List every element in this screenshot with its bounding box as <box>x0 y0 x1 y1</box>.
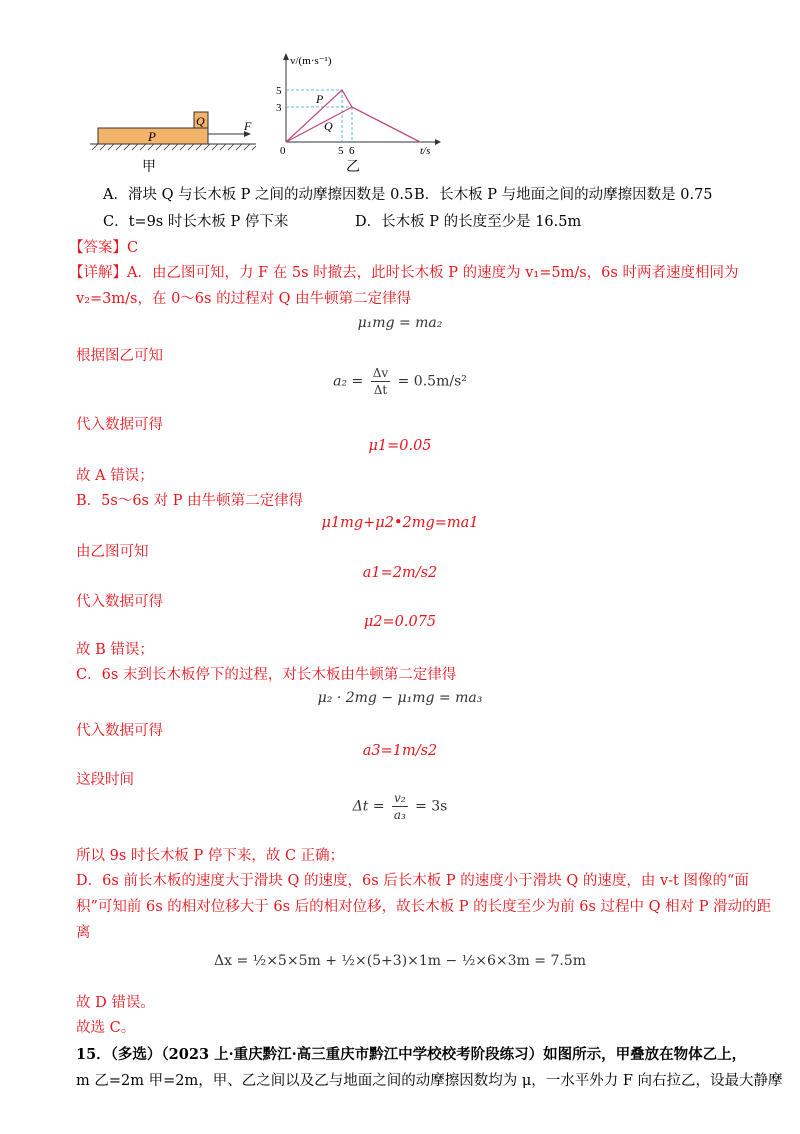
option-c: C．t=9s 时长木板 P 停下来 <box>103 214 289 230</box>
detail-line-18: 故选 C。 <box>76 1020 136 1036</box>
eq2-den: Δt <box>373 383 388 397</box>
detail-line-15: 积”可知前 6s 的相对位移大于 6s 后的相对位移，故长木板 P 的长度至少为前 6s 过程中 Q 相对 P 滑动的距 <box>76 899 772 915</box>
eq2-num: Δv <box>372 366 389 380</box>
curve-label-Q: Q <box>324 119 333 133</box>
equation-4: μ1mg+μ2•2mg=ma1 <box>321 515 479 531</box>
y-axis-label: v/(m·s⁻¹) <box>290 55 332 67</box>
tick-5: 5 <box>276 85 282 97</box>
option-b: B．长木板 P 与地面之间的动摩擦因数是 0.75 <box>414 187 713 203</box>
equation-5: a1=2m/s2 <box>362 565 438 581</box>
curve-Q <box>286 107 420 142</box>
figure-jia <box>86 100 266 160</box>
detail-line-9: 故 B 错误； <box>76 642 154 658</box>
detail-line-5: 故 A 错误； <box>76 468 154 484</box>
detail-line-17: 故 D 错误。 <box>76 995 155 1011</box>
curve-P <box>286 90 420 142</box>
option-a: A．滑块 Q 与长木板 P 之间的动摩擦因数是 0.5 <box>103 187 414 203</box>
tick-origin: 0 <box>280 145 286 157</box>
detail-line-3: 根据图乙可知 <box>76 348 163 364</box>
tick-x5: 5 <box>338 145 344 157</box>
eq2-rhs: = 0.5m/s² <box>397 373 467 390</box>
equation-3: μ1=0.05 <box>368 438 432 454</box>
eq9-den: a₃ <box>393 808 406 822</box>
detail-line-14: D．6s 前长木板的速度大于滑块 Q 的速度，6s 后长木板 P 的速度小于滑块 Q 的速度，由 v-t 图像的“面 <box>76 873 749 889</box>
detail-line-2: v₂=3m/s，在 0～6s 的过程对 Q 由牛顿第二定律得 <box>76 291 412 307</box>
eq2-fraction <box>371 365 390 398</box>
label-Q: Q <box>196 114 205 128</box>
tick-x6: 6 <box>349 145 355 157</box>
q15-line-1: 15．（多选）（2023 上·重庆黔江·高三重庆市黔江中学校校考阶段练习）如图所示，甲叠放在物体乙上， <box>76 1046 747 1063</box>
q15-line-2: m 乙=2m 甲=2m，甲、乙之间以及乙与地面之间的动摩擦因数均为 μ，一水平外力 F 向右拉乙，设最大静摩 <box>76 1073 783 1089</box>
equation-10: Δx = ½×5×5m + ½×(5+3)×1m − ½×6×3m = 7.5m <box>214 953 586 969</box>
label-P: P <box>148 129 156 144</box>
detail-line-4: 代入数据可得 <box>76 417 163 433</box>
equation-9 <box>0 790 800 823</box>
eq9-num: v₂ <box>394 791 406 805</box>
detail-line-6: B．5s～6s 对 P 由牛顿第二定律得 <box>76 493 304 509</box>
detail-line-10: C．6s 末到长木板停下的过程，对长木板由牛顿第二定律得 <box>76 667 457 683</box>
equation-8: a3=1m/s2 <box>362 743 438 759</box>
label-F: F <box>244 119 252 133</box>
equation-7: μ₂ · 2mg − μ₁mg = ma₃ <box>317 690 483 706</box>
ground-hatching <box>92 144 256 150</box>
equation-1: μ₁mg = ma₂ <box>357 315 443 331</box>
caption-yi: 乙 <box>346 159 360 175</box>
figure-yi <box>270 48 450 158</box>
eq9-rhs: = 3s <box>415 798 448 815</box>
detail-line-1: 【详解】A．由乙图可知，力 F 在 5s 时撤去，此时长木板 P 的速度为 v₁=5m/s，6s 时两者速度相同为 <box>69 265 739 281</box>
detail-line-7: 由乙图可知 <box>76 544 149 560</box>
detail-line-12: 这段时间 <box>76 772 134 788</box>
eq9-lhs: Δt = <box>352 798 385 815</box>
x-axis-label: t/s <box>420 145 431 157</box>
equation-2 <box>0 365 800 398</box>
option-d: D．长木板 P 的长度至少是 16.5m <box>355 214 582 230</box>
caption-jia: 甲 <box>142 159 156 175</box>
vt-curves <box>286 90 420 142</box>
detail-line-11: 代入数据可得 <box>76 723 163 739</box>
eq9-fraction <box>392 790 408 823</box>
answer: 【答案】C <box>69 240 139 256</box>
detail-line-8: 代入数据可得 <box>76 594 163 610</box>
eq2-lhs: a₂ = <box>333 373 364 390</box>
y-axis-arrow-icon <box>283 53 289 60</box>
curve-label-P: P <box>316 92 324 106</box>
equation-6: μ2=0.075 <box>363 614 437 630</box>
detail-line-16: 离 <box>76 925 91 941</box>
detail-line-13: 所以 9s 时长木板 P 停下来，故 C 正确； <box>76 848 345 864</box>
x-axis-arrow-icon <box>435 139 441 145</box>
tick-3: 3 <box>276 102 282 114</box>
